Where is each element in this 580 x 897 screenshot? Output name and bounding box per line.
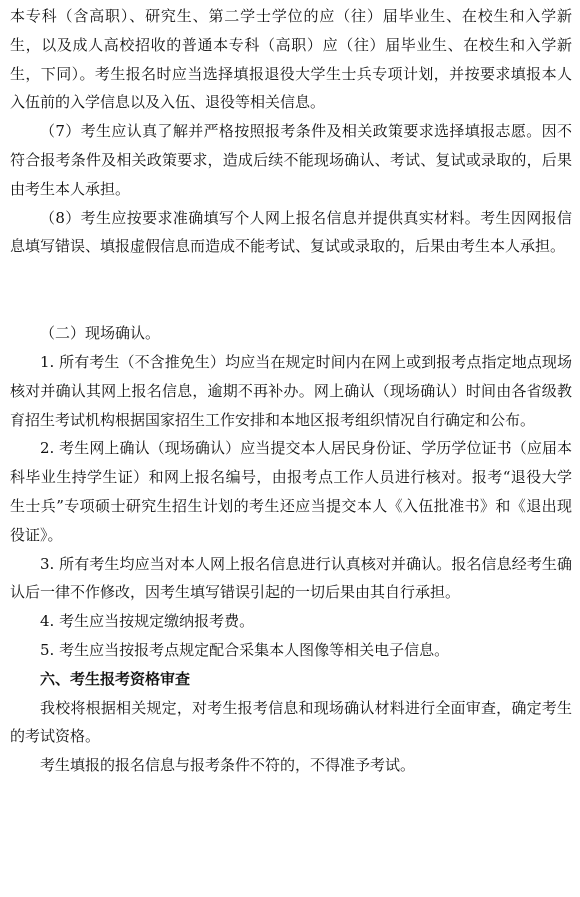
- onsite-item-1: 1. 所有考生（不含推免生）均应当在规定时间内在网上或到报考点指定地点现场核对并确认其网上报名信息，逾期不再补办。网上确认（现场确认）时间由各省级教育招生考试机构根据国家招生工作安排和本地区报考组织情况自行确定和公布。: [10, 352, 572, 429]
- section-heading-qualification-review: 六、考生报考资格审查: [40, 669, 191, 688]
- onsite-item-4: 4. 考生应当按规定缴纳报考费。: [40, 612, 255, 631]
- onsite-item-2: 2. 考生网上确认（现场确认）应当提交本人居民身份证、学历学位证书（应届本科毕业生持学生证）和网上报名编号，由报考点工作人员进行核对。报考“退役大学生士兵”专项硕士研究生招生计划的考生还应当提交本人《入伍批准书》和《退出现役证》。: [10, 439, 572, 544]
- blank-spacer: [10, 261, 572, 319]
- paragraph-item-8: （8）考生应按要求准确填写个人网上报名信息并提供真实材料。考生因网报信息填写错误、填报虚假信息而造成不能考试、复试或录取的，后果由考生本人承担。: [10, 208, 572, 256]
- paragraph-item-7: （7）考生应认真了解并严格按照报考条件及相关政策要求选择填报志愿。因不符合报考条件及相关政策要求，造成后续不能现场确认、考试、复试或录取的，后果由考生本人承担。: [10, 122, 572, 198]
- onsite-item-3: 3. 所有考生均应当对本人网上报名信息进行认真核对并确认。报名信息经考生确认后一律不作修改，因考生填写错误引起的一切后果由其自行承担。: [10, 554, 572, 602]
- paragraph-continuation: 本专科（含高职）、研究生、第二学士学位的应（往）届毕业生、在校生和入学新生，以及成人高校招收的普通本专科（高职）应（往）届毕业生、在校生和入学新生，下同）。考生报名时应当选择填报退役大学生士兵专项计划，并按要求填报本人入伍前的入学信息以及入伍、退役等相关信息。: [10, 7, 572, 112]
- review-paragraph-1: 我校将根据相关规定，对考生报考信息和现场确认材料进行全面审查，确定考生的考试资格。: [10, 698, 572, 746]
- section-title-onsite-confirmation: （二）现场确认。: [40, 324, 161, 343]
- review-paragraph-2: 考生填报的报名信息与报考条件不符的，不得准予考试。: [40, 756, 416, 775]
- onsite-item-5: 5. 考生应当按报考点规定配合采集本人图像等相关电子信息。: [40, 640, 450, 659]
